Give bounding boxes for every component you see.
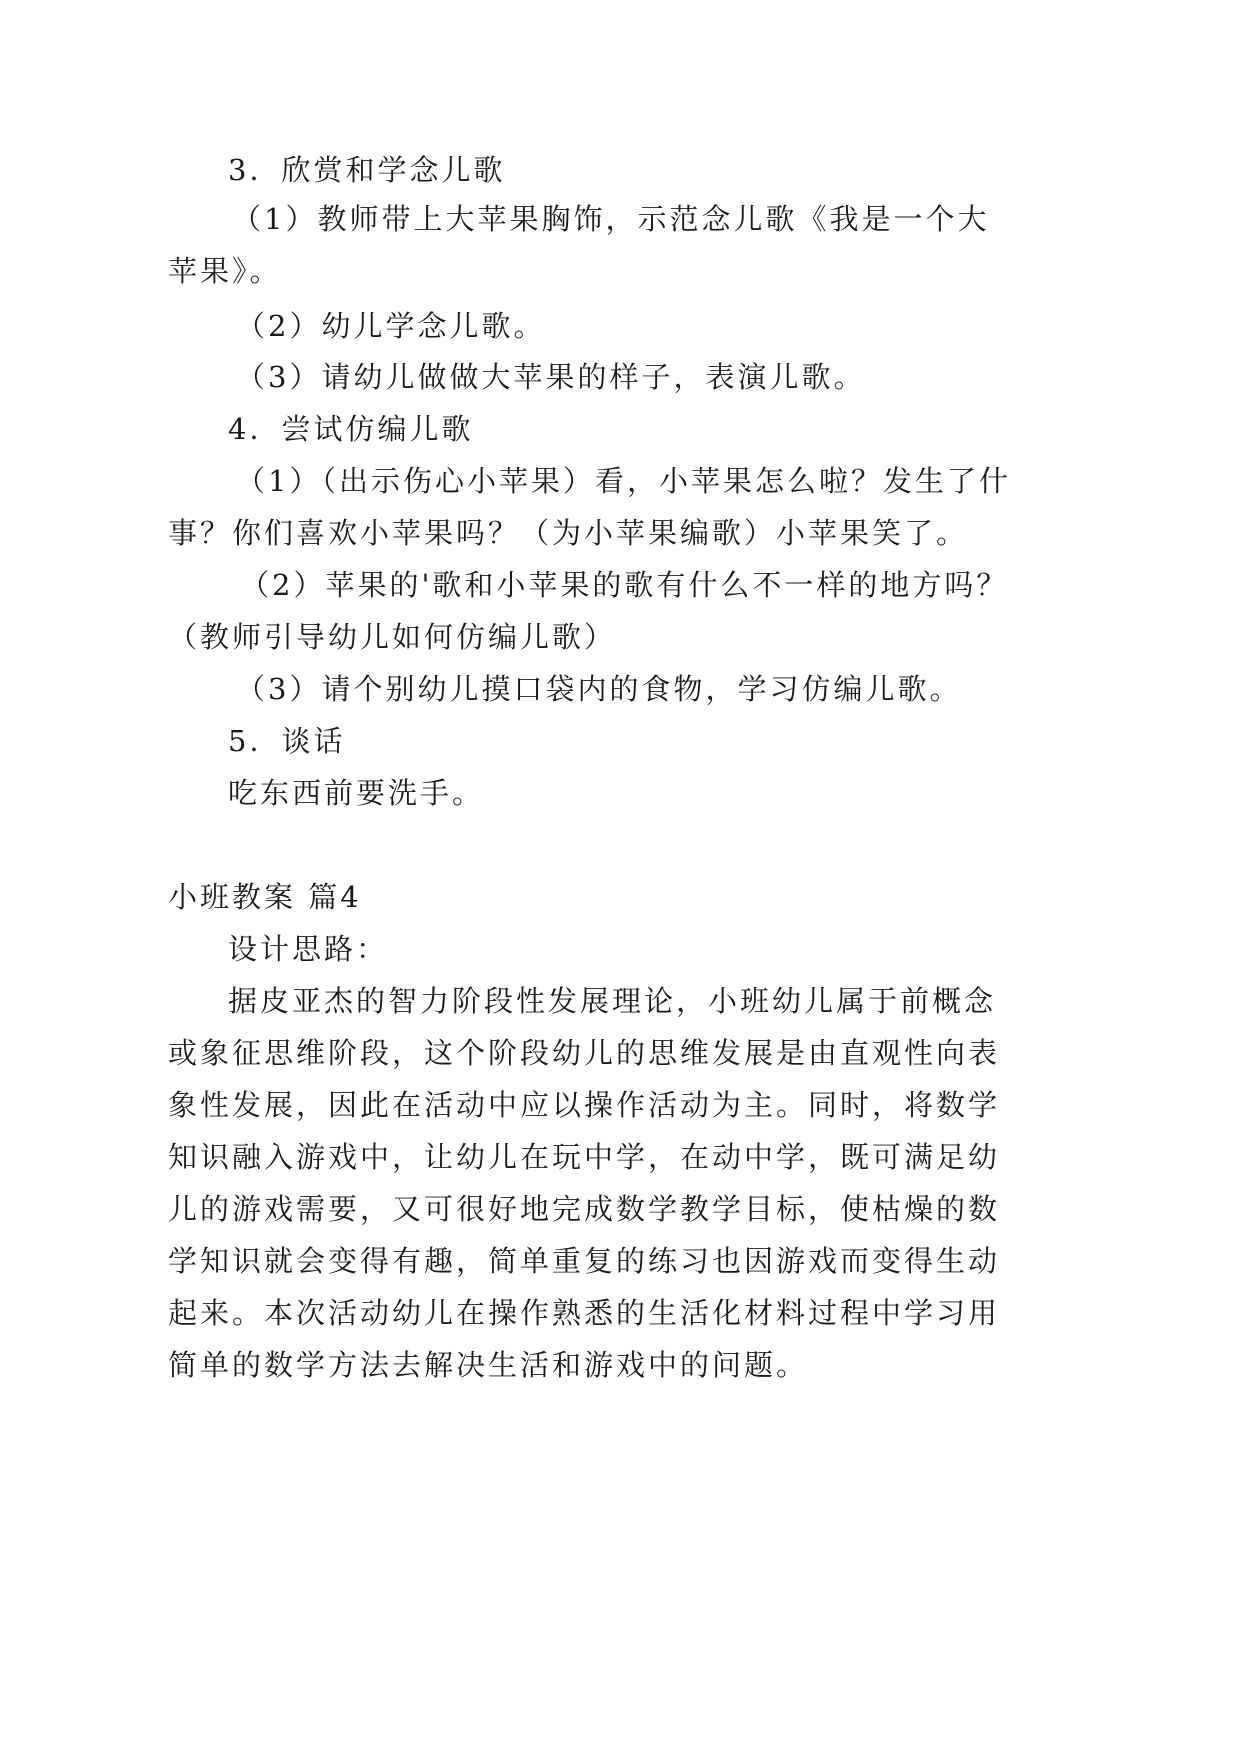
paragraph-line: 起来。本次活动幼儿在操作熟悉的生活化材料过程中学习用: [168, 1296, 1001, 1330]
paragraph-line: （3）请幼儿做做大苹果的样子，表演儿歌。: [236, 360, 866, 394]
paragraph-line: （2）苹果的'歌和小苹果的歌有什么不一样的地方吗？: [240, 568, 1009, 602]
chapter-title: 小班教案 篇4: [168, 880, 362, 914]
section-heading-5: 5．谈话: [228, 724, 346, 758]
paragraph-line: （2）幼儿学念儿歌。: [236, 309, 546, 343]
paragraph-line: 知识融入游戏中，让幼儿在玩中学，在动中学，既可满足幼: [168, 1140, 1001, 1174]
paragraph-line: （教师引导幼儿如何仿编儿歌）: [168, 620, 617, 654]
paragraph-line: （1）（出示伤心小苹果）看，小苹果怎么啦？发生了什: [236, 464, 1011, 498]
paragraph-line: 吃东西前要洗手。: [228, 776, 485, 810]
paragraph-line: （3）请个别幼儿摸口袋内的食物，学习仿编儿歌。: [236, 672, 962, 706]
paragraph-line: 或象征思维阶段，这个阶段幼儿的思维发展是由直观性向表: [168, 1036, 1001, 1070]
paragraph-line: 象性发展，因此在活动中应以操作活动为主。同时，将数学: [168, 1088, 1001, 1122]
section-heading-4: 4．尝试仿编儿歌: [228, 412, 474, 446]
paragraph-line: 事？你们喜欢小苹果吗？（为小苹果编歌）小苹果笑了。: [168, 516, 969, 550]
section-heading-3: 3．欣赏和学念儿歌: [228, 153, 506, 187]
paragraph-line: 儿的游戏需要，又可很好地完成数学教学目标，使枯燥的数: [168, 1192, 1001, 1226]
paragraph-line: 苹果》。: [168, 254, 282, 288]
paragraph-line: （1）教师带上大苹果胸饰，示范念儿歌《我是一个大: [232, 202, 990, 236]
subheading: 设计思路：: [228, 932, 389, 966]
paragraph-line: 学知识就会变得有趣，简单重复的练习也因游戏而变得生动: [168, 1244, 1001, 1278]
paragraph-line: 简单的数学方法去解决生活和游戏中的问题。: [168, 1348, 809, 1382]
paragraph-line: 据皮亚杰的智力阶段性发展理论，小班幼儿属于前概念: [228, 984, 997, 1018]
